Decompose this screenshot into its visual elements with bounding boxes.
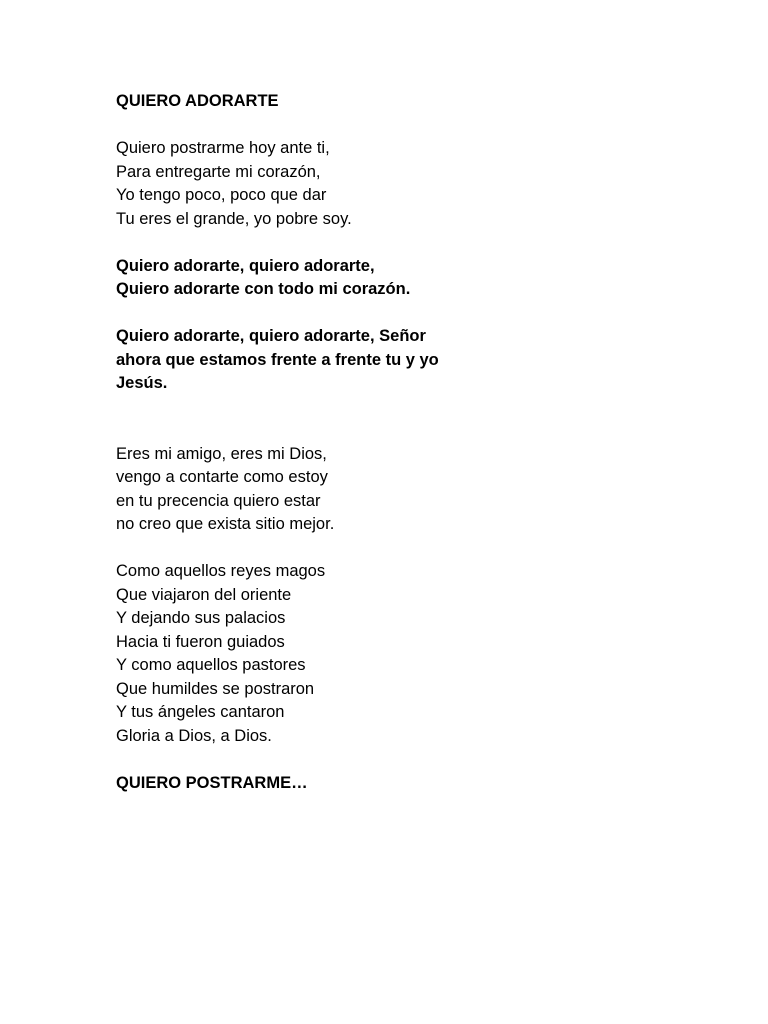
lyric-line: Hacia ti fueron guiados xyxy=(116,632,285,651)
chorus-1 xyxy=(116,255,716,302)
lyric-line: Quiero postrarme hoy ante ti, xyxy=(116,139,330,157)
closing-line: QUIERO POSTRARME… xyxy=(116,773,308,792)
lyric-line: en tu precencia quiero estar xyxy=(116,491,321,510)
lyric-line: Y tus ángeles cantaron xyxy=(116,703,285,721)
lyric-line: Quiero adorarte con todo mi corazón. xyxy=(116,280,411,298)
lyric-line: Como aquellos reyes magos xyxy=(116,562,326,580)
lyric-line: Quiero adorarte, quiero adorarte, Señor xyxy=(116,327,426,345)
lyric-line: Yo tengo poco, poco que dar xyxy=(116,186,327,204)
chorus-2 xyxy=(116,325,716,396)
lyric-line: vengo a contarte como estoy xyxy=(116,468,328,486)
lyric-line: Quiero adorarte, quiero adorarte, xyxy=(116,256,375,275)
lyric-line: Para entregarte mi corazón, xyxy=(116,162,321,181)
lyrics-document xyxy=(116,90,716,795)
lyric-line: Tu eres el grande, yo pobre soy. xyxy=(116,209,352,228)
lyric-line: Jesús. xyxy=(116,374,168,392)
stanza-2 xyxy=(116,443,716,537)
lyric-line: ahora que estamos frente a frente tu y yo xyxy=(116,350,439,369)
lyric-line: Que humildes se postraron xyxy=(116,679,315,698)
lyric-line: Y como aquellos pastores xyxy=(116,656,306,674)
lyric-line: no creo que exista sitio mejor. xyxy=(116,515,335,533)
stanza-3 xyxy=(116,560,716,748)
lyric-line: Eres mi amigo, eres mi Dios, xyxy=(116,444,327,463)
song-title: QUIERO ADORARTE xyxy=(116,92,279,110)
lyric-line: Que viajaron del oriente xyxy=(116,585,292,604)
lyric-line: Gloria a Dios, a Dios. xyxy=(116,726,272,745)
stanza-1 xyxy=(116,137,716,231)
lyric-line: Y dejando sus palacios xyxy=(116,609,286,627)
